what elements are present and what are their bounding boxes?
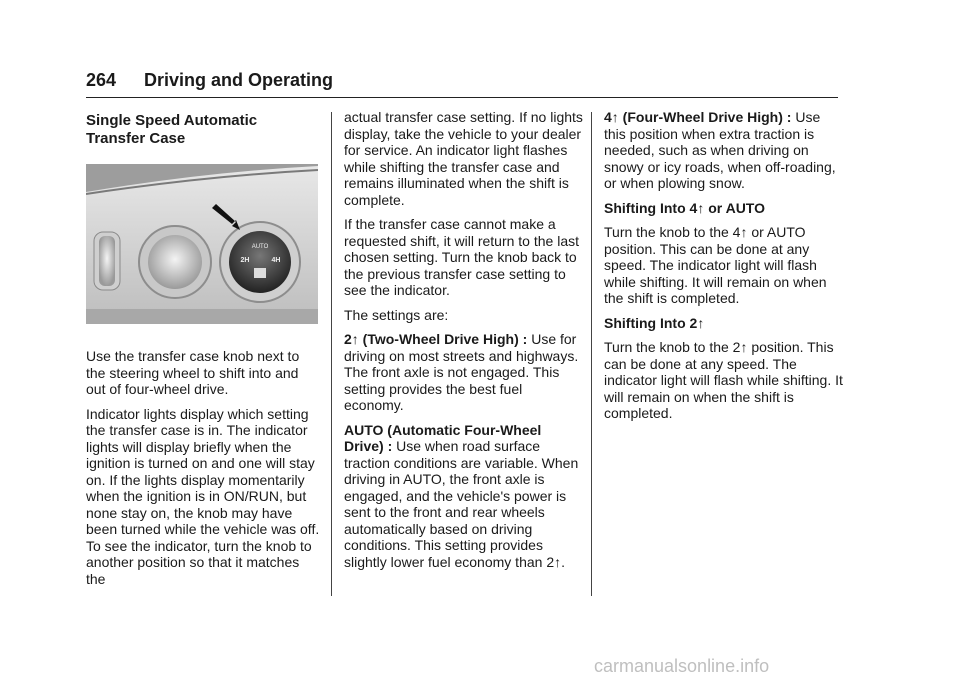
column-divider-1 [331, 112, 332, 596]
setting-2h-text: Use for driving on most streets and highways. The front axle is not engaged. This setting provides the best fuel economy. [344, 331, 579, 413]
heading-line-2: Transfer Case [86, 130, 186, 147]
paragraph-indicator-lights: Indicator lights display which setting the transfer case is in. The indicator lights will display briefly when the ignition is turned on and one will stay on. If the lights display momentarily when the ignition is in ON/RUN, but none stay on, the knob may have been turned while the vehicle was off. To see the indicator, turn the knob to another position so that it matches the [86, 405, 320, 587]
setting-4h-text: Use this position when extra traction is needed, such as when driving on snowy or icy roads, when off-roading, or when plowing snow. [604, 109, 836, 191]
subheading-shift-2h: Shifting Into 2↑ [604, 314, 705, 331]
paragraph-shift-2h: Turn the knob to the 2↑ position. This can be done at any speed. The indicator light will flash while shifting. It will remain on when the shift is completed. [604, 339, 843, 421]
knob-illustration [86, 164, 318, 324]
watermark: carmanualsonline.info [594, 656, 770, 676]
setting-2h [344, 331, 584, 414]
knob-label-auto: AUTO [251, 244, 269, 250]
subheading-shift-4h-auto: Shifting Into 4↑ or AUTO [604, 199, 765, 216]
paragraph-intro: Use the transfer case knob next to the steering wheel to shift into and out of four-wheel drive. [86, 348, 300, 397]
section-title: Driving and Operating [144, 70, 334, 90]
column-2 [344, 109, 584, 578]
column-divider-2 [591, 112, 592, 596]
column-3 [604, 109, 844, 430]
transfer-case-knob-figure [86, 164, 318, 324]
paragraph-shift-4h-auto: Turn the knob to the 4↑ or AUTO position. This can be done at any speed. The indicator light will flash while shifting. It will remain on when the shift is completed. [604, 224, 827, 306]
knob-label-2h: 2H [240, 257, 250, 264]
paragraph-continued: actual transfer case setting. If no lights display, take the vehicle to your dealer for service. An indicator light flashes while shifting the transfer case and remains illuminated when the shift is complete. [344, 109, 583, 208]
setting-2h-term: 2↑ (Two-Wheel Drive High) : [344, 331, 528, 347]
setting-auto-text: Use when road surface traction conditions are variable. When driving in AUTO, the front axle is engaged, and the vehicle's power is sent to the front and rear wheels automatically based on driving conditions. This setting provides slightly lower fuel economy than 2↑. [344, 438, 579, 570]
mode-icon [254, 268, 266, 278]
paragraph-shift-failure: If the transfer case cannot make a requested shift, it will return to the last chosen setting. Turn the knob back to the previous transfer case setting to see the indicator. [344, 216, 579, 298]
article-heading [86, 112, 321, 148]
setting-auto [344, 422, 584, 571]
page-header [86, 70, 838, 98]
column-1 [86, 109, 321, 595]
page-number: 264 [86, 70, 117, 90]
knob-label-4h: 4H [271, 257, 281, 264]
setting-4h [604, 109, 844, 192]
setting-auto-term: AUTO (Automatic Four-Wheel Drive) : [344, 421, 542, 454]
setting-4h-term: 4↑ (Four-Wheel Drive High) : [604, 109, 792, 125]
heading-line-1: Single Speed Automatic [86, 112, 258, 129]
paragraph-settings-intro: The settings are: [344, 306, 449, 323]
